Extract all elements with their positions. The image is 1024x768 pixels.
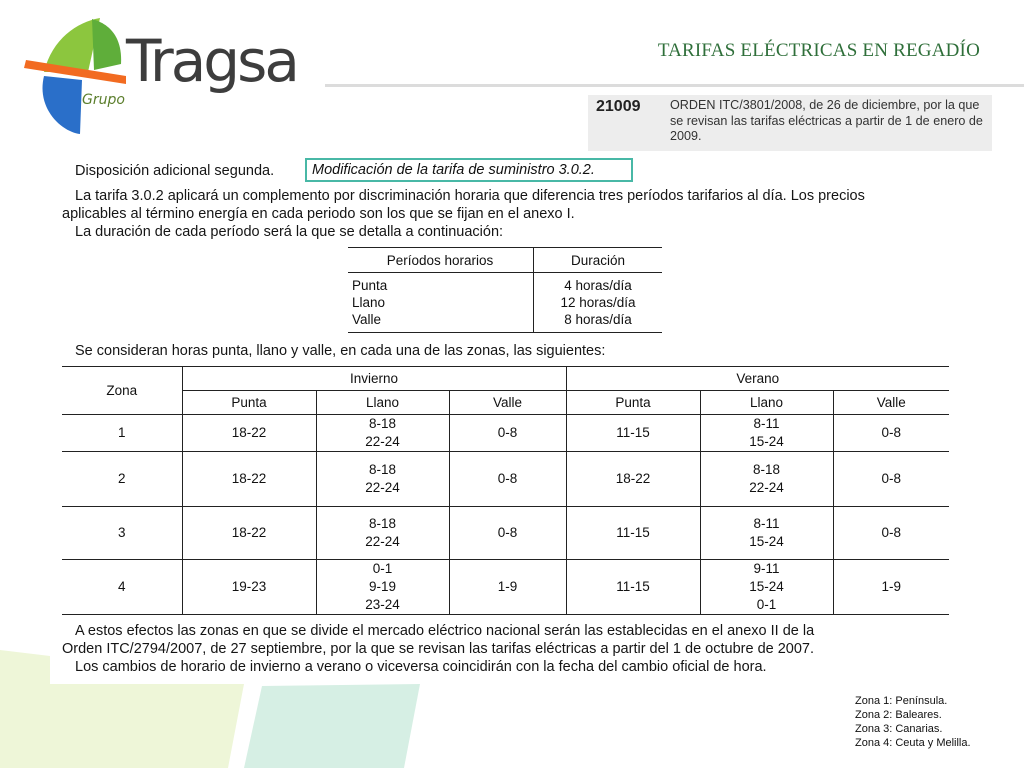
- zone-cell-line: 15-24: [749, 534, 784, 549]
- zone-cell: [833, 507, 949, 560]
- periods-header-duration: Duración: [534, 248, 663, 273]
- zone-cell: [449, 560, 566, 615]
- zone-cell-line: 0-8: [881, 471, 901, 486]
- zone-cell-line: 2: [117, 471, 126, 486]
- heading-highlight-box: [305, 158, 633, 182]
- subheader-valle: Valle: [449, 391, 566, 415]
- zone-cell-line: 1-9: [497, 579, 518, 594]
- zone-cell: [449, 452, 566, 507]
- title-divider: [325, 84, 1024, 87]
- zone-cell: [316, 415, 449, 452]
- zone-cell-line: 18-22: [231, 525, 267, 540]
- zone-cell-line: 0-8: [881, 425, 901, 440]
- period-duration: 12 horas/día: [560, 295, 636, 310]
- zone-cell: [182, 507, 316, 560]
- zone-cell: [700, 560, 833, 615]
- zone-cell: [700, 507, 833, 560]
- bulletin-text: ORDEN ITC/3801/2008, de 26 de diciembre, por la que se revisan las tarifas eléctricas a partir de 1 de enero de 2009.: [670, 98, 983, 143]
- subheader-punta: Punta: [182, 391, 316, 415]
- zone-cell-line: 11-15: [616, 525, 650, 540]
- para1-line2: aplicables al término energía en cada periodo son los que se fijan en el anexo I.: [62, 206, 575, 222]
- bulletin-number: 21009: [596, 98, 641, 115]
- zone-cell: [449, 415, 566, 452]
- zone-cell-line: 22-24: [365, 534, 400, 549]
- zone-cell-line: 0-1: [372, 561, 393, 576]
- heading-prefix: Disposición adicional segunda.: [75, 163, 275, 179]
- zone-cell-line: 1-9: [881, 579, 901, 594]
- zone-legend-item: Zona 2: Baleares.: [855, 709, 942, 721]
- zone-cell-line: 11-15: [616, 579, 650, 594]
- zone-cell-line: 0-8: [881, 525, 901, 540]
- zone-cell-line: 19-23: [231, 579, 267, 594]
- zone-cell-line: 18-22: [231, 425, 267, 440]
- logo-grupo: Grupo: [82, 92, 125, 108]
- logo-wordmark: Tragsa: [126, 27, 297, 95]
- para3-line2: Orden ITC/2794/2007, de 27 septiembre, por la que se revisan las tarifas eléctricas a partir del 1 de octubre de 2007.: [62, 641, 815, 657]
- zone-row: [62, 452, 949, 507]
- zone-cell: [833, 560, 949, 615]
- subheader-valle: Valle: [833, 391, 949, 415]
- zone-cell: [833, 415, 949, 452]
- period-duration: 4 horas/día: [564, 278, 632, 293]
- zone-cell: [182, 560, 316, 615]
- zone-cell-line: 9-19: [368, 579, 397, 594]
- zone-cell-line: 11-15: [616, 425, 650, 440]
- zone-cell: [833, 452, 949, 507]
- zone-cell-line: 0-8: [497, 525, 518, 540]
- zone-cell: [566, 507, 700, 560]
- zone-cell: [700, 452, 833, 507]
- para2: Se consideran horas punta, llano y valle, en cada una de las zonas, las siguientes:: [75, 343, 606, 359]
- zone-cell-line: 9-11: [753, 561, 780, 576]
- zone-cell-line: 23-24: [365, 597, 400, 612]
- zone-cell: [449, 507, 566, 560]
- zone-cell-line: 22-24: [749, 480, 784, 495]
- zone-cell: [182, 415, 316, 452]
- period-name: Valle: [352, 312, 382, 327]
- para1-line1: La tarifa 3.0.2 aplicará un complemento por discriminación horaria que diferencia tres períodos tarifarios al día. Los precios: [75, 188, 865, 204]
- subheader-llano: Llano: [700, 391, 833, 415]
- zone-cell-line: 15-24: [749, 579, 784, 594]
- subheader-punta: Punta: [566, 391, 700, 415]
- zone-cell: [316, 507, 449, 560]
- slide-title: TARIFAS ELÉCTRICAS EN REGADÍO: [657, 40, 980, 61]
- zone-number: [62, 560, 182, 615]
- zone-cell: [316, 452, 449, 507]
- period-duration: 8 horas/día: [564, 312, 632, 327]
- zone-row: [62, 560, 949, 615]
- zone-cell-line: 0-1: [756, 597, 777, 612]
- zone-number: [62, 452, 182, 507]
- zone-cell-line: 4: [117, 579, 126, 594]
- zones-schedule-table: [62, 366, 949, 615]
- zone-number: [62, 415, 182, 452]
- period-name: Llano: [352, 295, 386, 310]
- zone-row: [62, 415, 949, 452]
- tragsa-logo-mark: [22, 14, 132, 139]
- zone-cell-line: 18-22: [231, 471, 267, 486]
- tragsa-logo: [22, 14, 297, 139]
- zone-legend-item: Zona 3: Canarias.: [855, 723, 943, 735]
- zone-cell-line: 8-11: [753, 416, 780, 431]
- zone-cell: [316, 560, 449, 615]
- periods-table: [348, 247, 662, 333]
- heading-boxed-text: Modificación de la tarifa de suministro 3.0.2.: [312, 162, 595, 178]
- zone-cell-line: 0-8: [497, 425, 518, 440]
- zone-cell-line: 22-24: [365, 480, 400, 495]
- zone-cell-line: 18-22: [615, 471, 651, 486]
- zone-number: [62, 507, 182, 560]
- zone-legend-item: Zona 4: Ceuta y Melilla.: [855, 737, 971, 749]
- zone-cell: [566, 560, 700, 615]
- para1-line3: La duración de cada período será la que se detalla a continuación:: [75, 224, 504, 240]
- zone-cell-line: 8-18: [368, 462, 397, 477]
- zone-cell-line: 0-8: [497, 471, 518, 486]
- para3-line1: A estos efectos las zonas en que se divide el mercado eléctrico nacional serán las establecidas en el anexo II de la: [75, 623, 815, 639]
- decorative-shapes: [0, 644, 420, 768]
- periods-header-period: Períodos horarios: [348, 248, 534, 273]
- season-header-winter: Invierno: [182, 367, 566, 391]
- zone-legend-item: Zona 1: Península.: [855, 695, 948, 707]
- zone-cell: [566, 415, 700, 452]
- zone-row: [62, 507, 949, 560]
- zone-cell-line: 8-18: [368, 516, 397, 531]
- zone-cell-line: 8-11: [753, 516, 780, 531]
- zone-cell-line: 22-24: [365, 434, 400, 449]
- para3-line3: Los cambios de horario de invierno a verano o viceversa coincidirán con la fecha del cambio oficial de hora.: [75, 659, 767, 675]
- subheader-llano: Llano: [316, 391, 449, 415]
- zone-cell-line: 8-18: [752, 462, 781, 477]
- zone-cell: [566, 452, 700, 507]
- zone-cell-line: 8-18: [368, 416, 397, 431]
- zone-legend: [855, 694, 971, 750]
- zone-cell-line: 1: [117, 425, 126, 440]
- season-header-summer: Verano: [566, 367, 949, 391]
- zona-header: Zona: [62, 367, 182, 415]
- zone-cell-line: 15-24: [749, 434, 784, 449]
- zone-cell: [182, 452, 316, 507]
- bulletin-excerpt: [588, 95, 992, 151]
- zone-cell-line: 3: [117, 525, 126, 540]
- period-name: Punta: [352, 278, 388, 293]
- zone-cell: [700, 415, 833, 452]
